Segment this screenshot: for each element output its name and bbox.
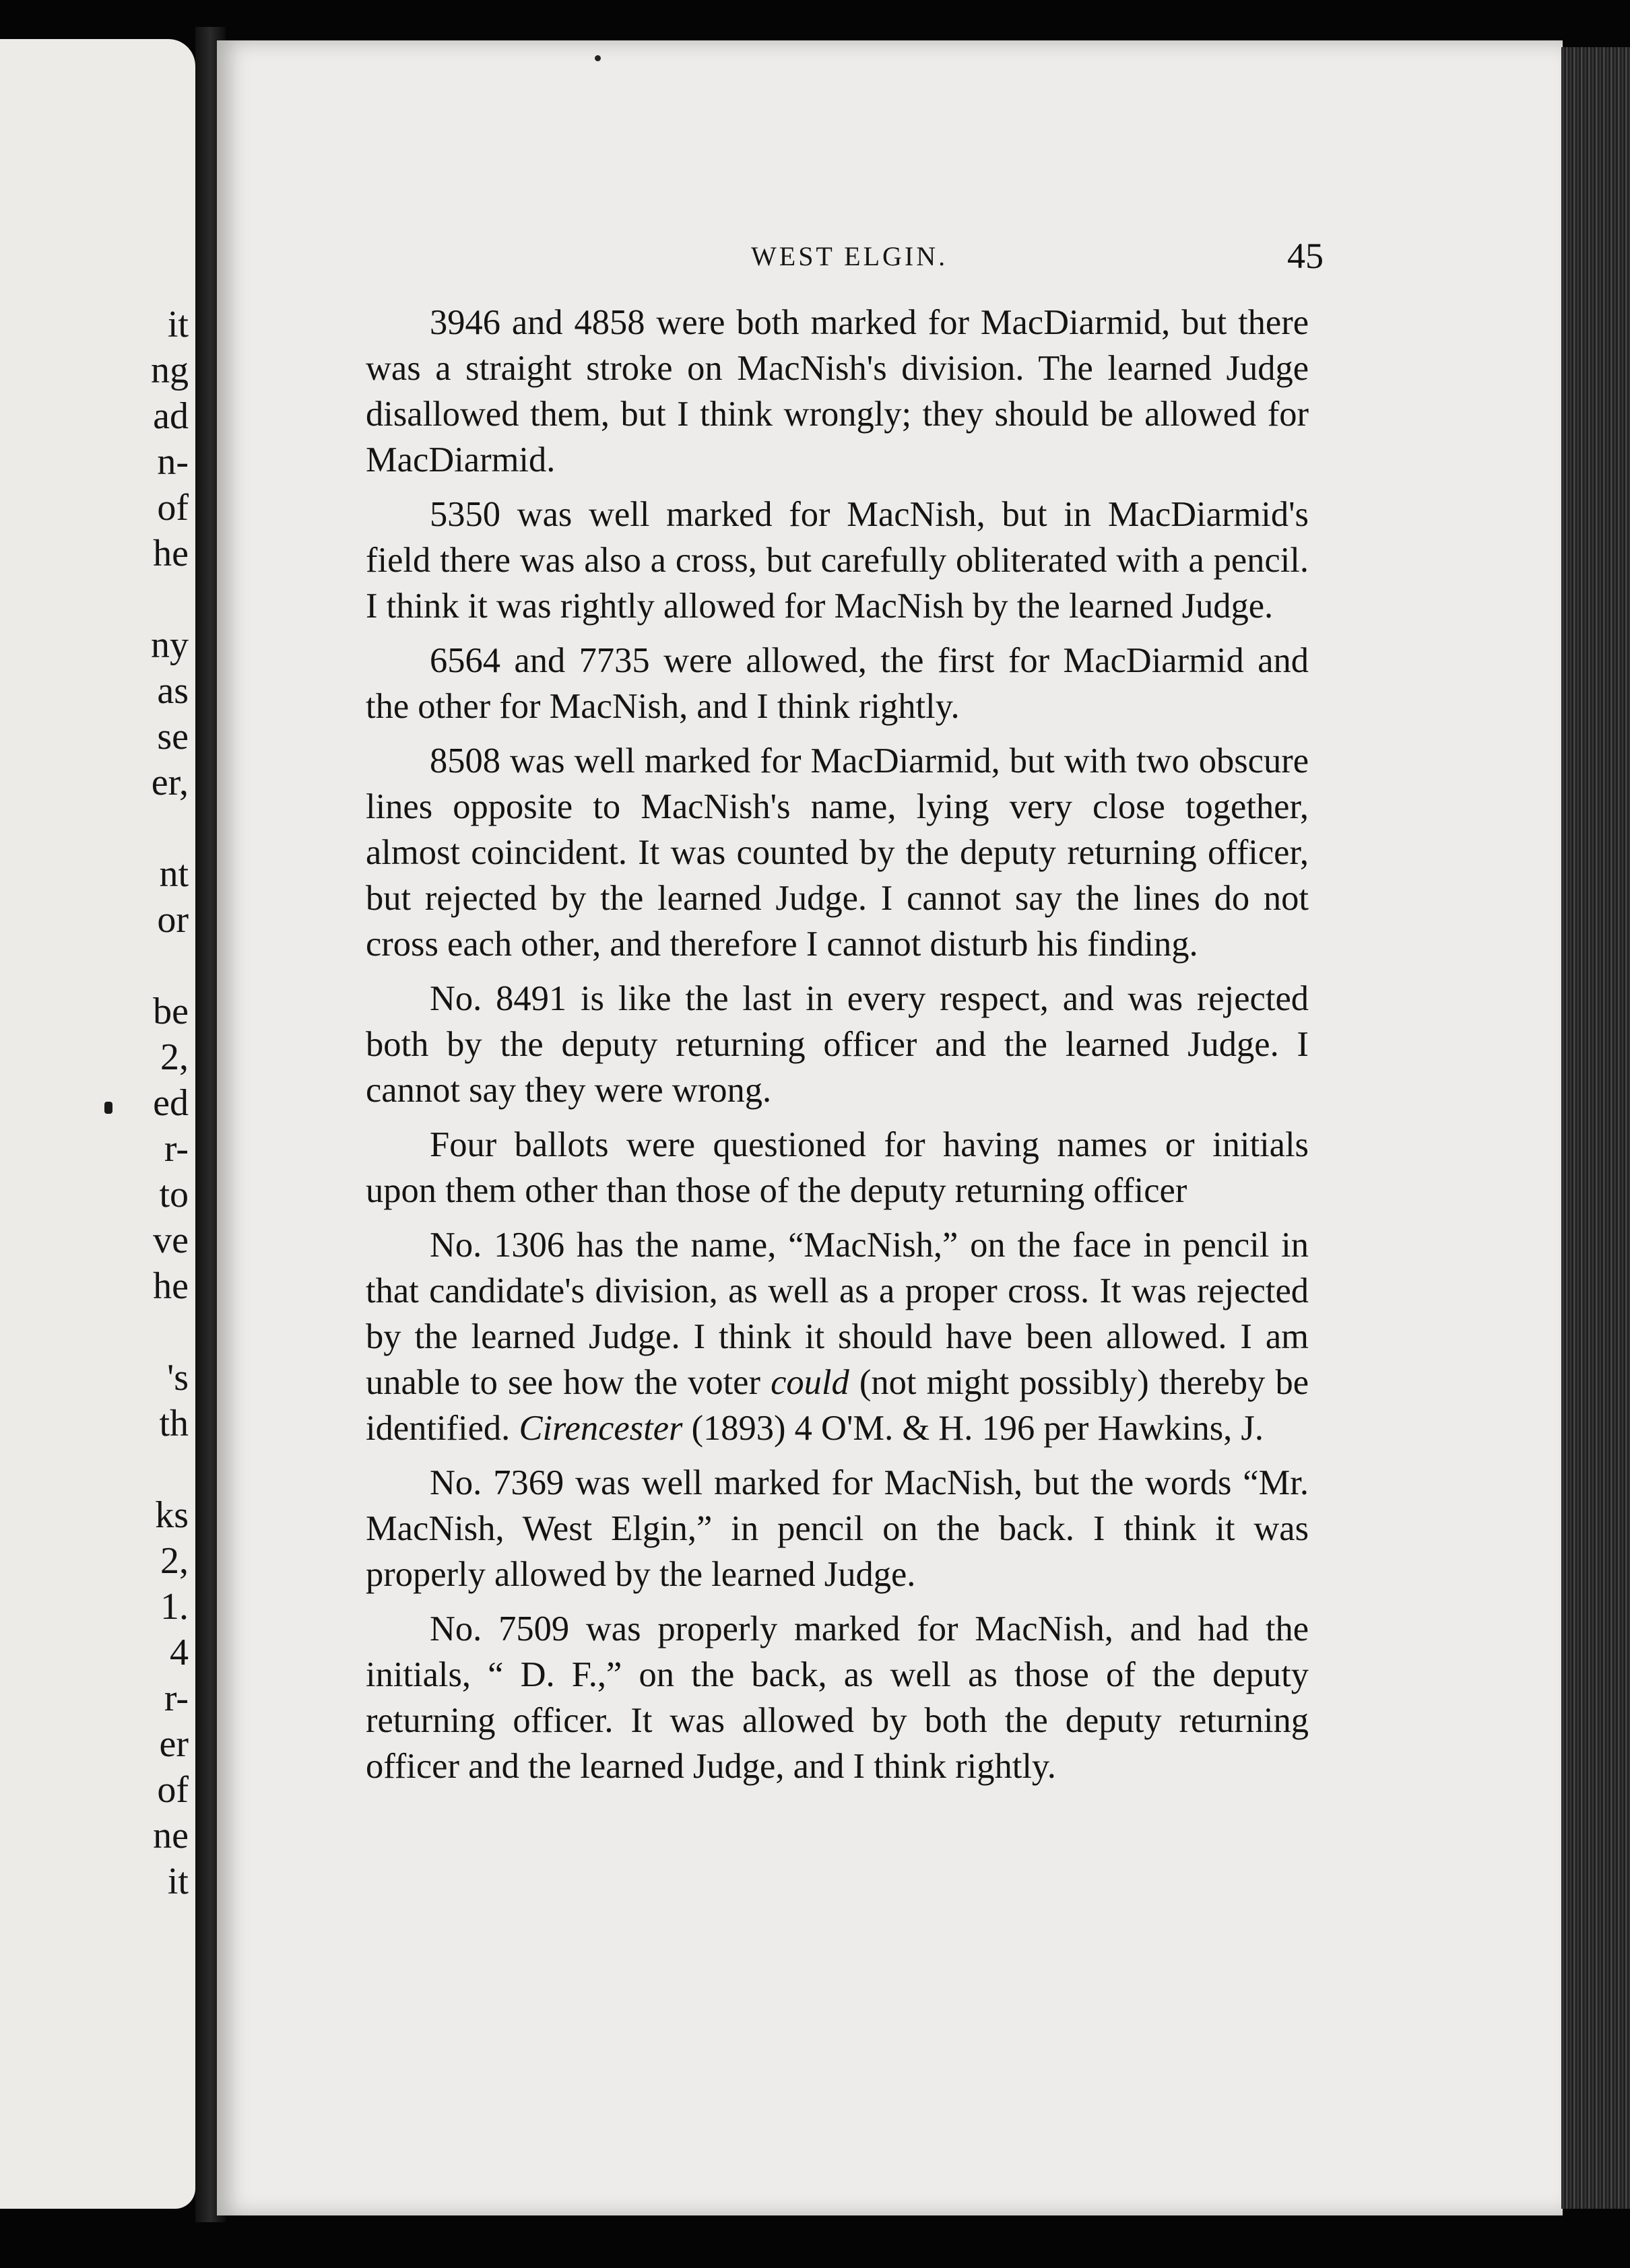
- page-number: 45: [1287, 236, 1324, 276]
- paragraph-text: Four ballots were questioned for having names or initials upon them other than those of the deputy returning officer: [366, 1125, 1309, 1210]
- paragraph-text: No. 1306 has the name, “MacNish,” on the face in pencil in that candidate's division, as well as a proper cross. It was rejected by the learned Judge. I think it should have been allowed. I am unable to see how the voter: [366, 1226, 1309, 1402]
- previous-page-fragment: er,: [151, 762, 189, 803]
- previous-page-fragment: [151, 943, 189, 989]
- paragraph-text: (not might possibly) thereby be identified.: [366, 1363, 1309, 1448]
- paragraph-text: (1893) 4 O'M. & H. 196 per Hawkins, J.: [682, 1409, 1264, 1448]
- page-edges: [1561, 47, 1630, 2209]
- previous-page-fragment: ed: [153, 1082, 189, 1124]
- previous-page-fragment: [151, 576, 189, 622]
- paragraph: [366, 638, 1309, 729]
- previous-page-fragment: to: [159, 1174, 189, 1215]
- previous-page-fragment: as: [157, 670, 189, 712]
- paragraph-text: 5350 was well marked for MacNish, but in MacDiarmid's field there was also a cross, but carefully obliterated with a pencil. I think it was rightly allowed for MacNish by the learned Judge.: [366, 495, 1309, 626]
- page-body: [366, 300, 1309, 1798]
- previous-page-fragment: or: [157, 899, 189, 941]
- paragraph: [366, 976, 1309, 1113]
- page-header: [751, 236, 1357, 276]
- previous-page-fragment: nt: [159, 853, 189, 895]
- previous-page-fragment: it: [167, 1861, 189, 1902]
- paragraph-text: No. 7509 was properly marked for MacNish, and had the initials, “ D. F.,” on the back, as well as those of the deputy returning officer. It was allowed by both the deputy returning officer and the learned Judge, and I think rightly.: [366, 1609, 1309, 1786]
- previous-page-fragment: 2,: [160, 1540, 189, 1582]
- previous-page-fragment: th: [159, 1403, 189, 1444]
- previous-page-fragment: [151, 805, 189, 851]
- previous-page-fragment: 1.: [160, 1586, 189, 1628]
- paragraph-text: 6564 and 7735 were allowed, the first for MacDiarmid and the other for MacNish, and I think rightly.: [366, 641, 1309, 726]
- previous-page-fragment: of: [157, 487, 189, 529]
- paragraph-text: No. 7369 was well marked for MacNish, but the words “Mr. MacNish, West Elgin,” in pencil on the back. I think it was properly allowed by the learned Judge.: [366, 1463, 1309, 1594]
- paragraph-text: No. 8491 is like the last in every respect, and was rejected both by the deputy returning officer and the learned Judge. I cannot say they were wrong.: [366, 979, 1309, 1110]
- italic-text: could: [771, 1363, 849, 1402]
- paragraph: [366, 1460, 1309, 1597]
- paragraph: [366, 1606, 1309, 1789]
- previous-page-fragment: 4: [170, 1632, 189, 1673]
- previous-page-fragment: ne: [153, 1815, 189, 1857]
- previous-page-fragment: ny: [151, 624, 189, 666]
- previous-page-fragment: ng: [151, 349, 189, 391]
- previous-page-fragment: of: [157, 1769, 189, 1811]
- paragraph: [366, 492, 1309, 629]
- previous-page-line-endings: [151, 302, 189, 1904]
- ink-speck: [104, 1102, 112, 1114]
- previous-page-fragment: ks: [155, 1494, 189, 1536]
- previous-page: [0, 39, 195, 2209]
- paragraph-text: 3946 and 4858 were both marked for MacDiarmid, but there was a straight stroke on MacNish's division. The learned Judge disallowed them, but I think wrongly; they should be allowed for MacDiarmid.: [366, 303, 1309, 479]
- previous-page-fragment: er: [159, 1723, 189, 1765]
- paragraph: [366, 1222, 1309, 1451]
- previous-page-fragment: 's: [167, 1357, 189, 1399]
- paragraph-text: 8508 was well marked for MacDiarmid, but with two obscure lines opposite to MacNish's name, lying very close together, almost coincident. It was counted by the deputy returning officer, but rejected by the learned Judge. I cannot say the lines do not cross each other, and therefore I cannot disturb his finding.: [366, 741, 1309, 964]
- ink-speck: [595, 55, 601, 61]
- italic-text: Cirencester: [519, 1409, 683, 1448]
- previous-page-fragment: he: [153, 533, 189, 574]
- previous-page-fragment: r-: [164, 1677, 189, 1719]
- previous-page-fragment: be: [153, 991, 189, 1032]
- previous-page-fragment: n-: [157, 441, 189, 483]
- previous-page-fragment: [151, 1446, 189, 1492]
- previous-page-fragment: ve: [153, 1220, 189, 1261]
- previous-page-fragment: r-: [164, 1128, 189, 1170]
- previous-page-fragment: [151, 1309, 189, 1355]
- previous-page-fragment: 2,: [160, 1036, 189, 1078]
- previous-page-fragment: se: [157, 716, 189, 758]
- previous-page-fragment: ad: [153, 395, 189, 437]
- paragraph: [366, 1122, 1309, 1213]
- paragraph: [366, 738, 1309, 967]
- paragraph: [366, 300, 1309, 483]
- previous-page-fragment: it: [167, 304, 189, 345]
- previous-page-fragment: he: [153, 1265, 189, 1307]
- running-head: WEST ELGIN.: [751, 241, 948, 271]
